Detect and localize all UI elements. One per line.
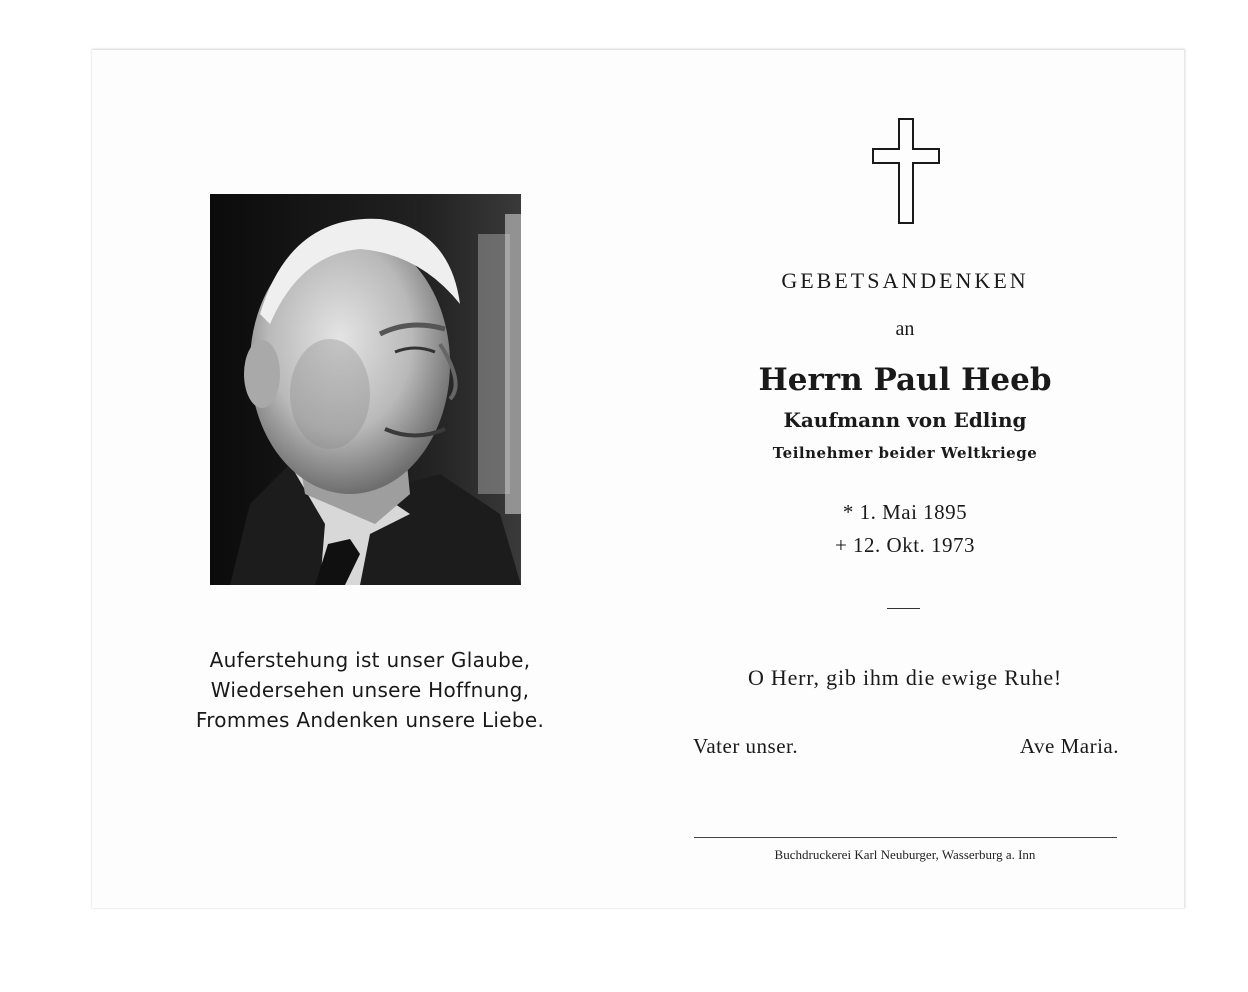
- card-heading: GEBETSANDENKEN: [781, 268, 1029, 293]
- quote-line-3: Frommes Andenken unsere Liebe.: [195, 708, 545, 732]
- prayer-line: O Herr, gib ihm die ewige Ruhe!: [747, 665, 1063, 690]
- memorial-quote: [150, 645, 590, 735]
- prayer-ave-maria: Ave Maria.: [1019, 734, 1119, 758]
- birth-date: * 1. Mai 1895: [842, 500, 968, 524]
- preposition: an: [895, 318, 915, 340]
- footer-divider: [694, 837, 1117, 838]
- occupation: Kaufmann von Edling: [783, 408, 1027, 432]
- quote-line-2: Wiedersehen unsere Hoffnung,: [210, 678, 530, 702]
- cross-icon: [872, 118, 940, 224]
- divider: [887, 608, 920, 609]
- portrait-photo: [210, 194, 521, 585]
- deceased-name: Herrn Paul Heeb: [758, 362, 1052, 398]
- biographical-note: Teilnehmer beider Weltkriege: [772, 444, 1038, 462]
- death-date: + 12. Okt. 1973: [834, 533, 976, 557]
- prayer-vater-unser: Vater unser.: [693, 734, 799, 758]
- quote-line-1: Auferstehung ist unser Glaube,: [209, 648, 531, 672]
- printer-credit: Buchdruckerei Karl Neuburger, Wasserburg a. Inn: [774, 847, 1036, 862]
